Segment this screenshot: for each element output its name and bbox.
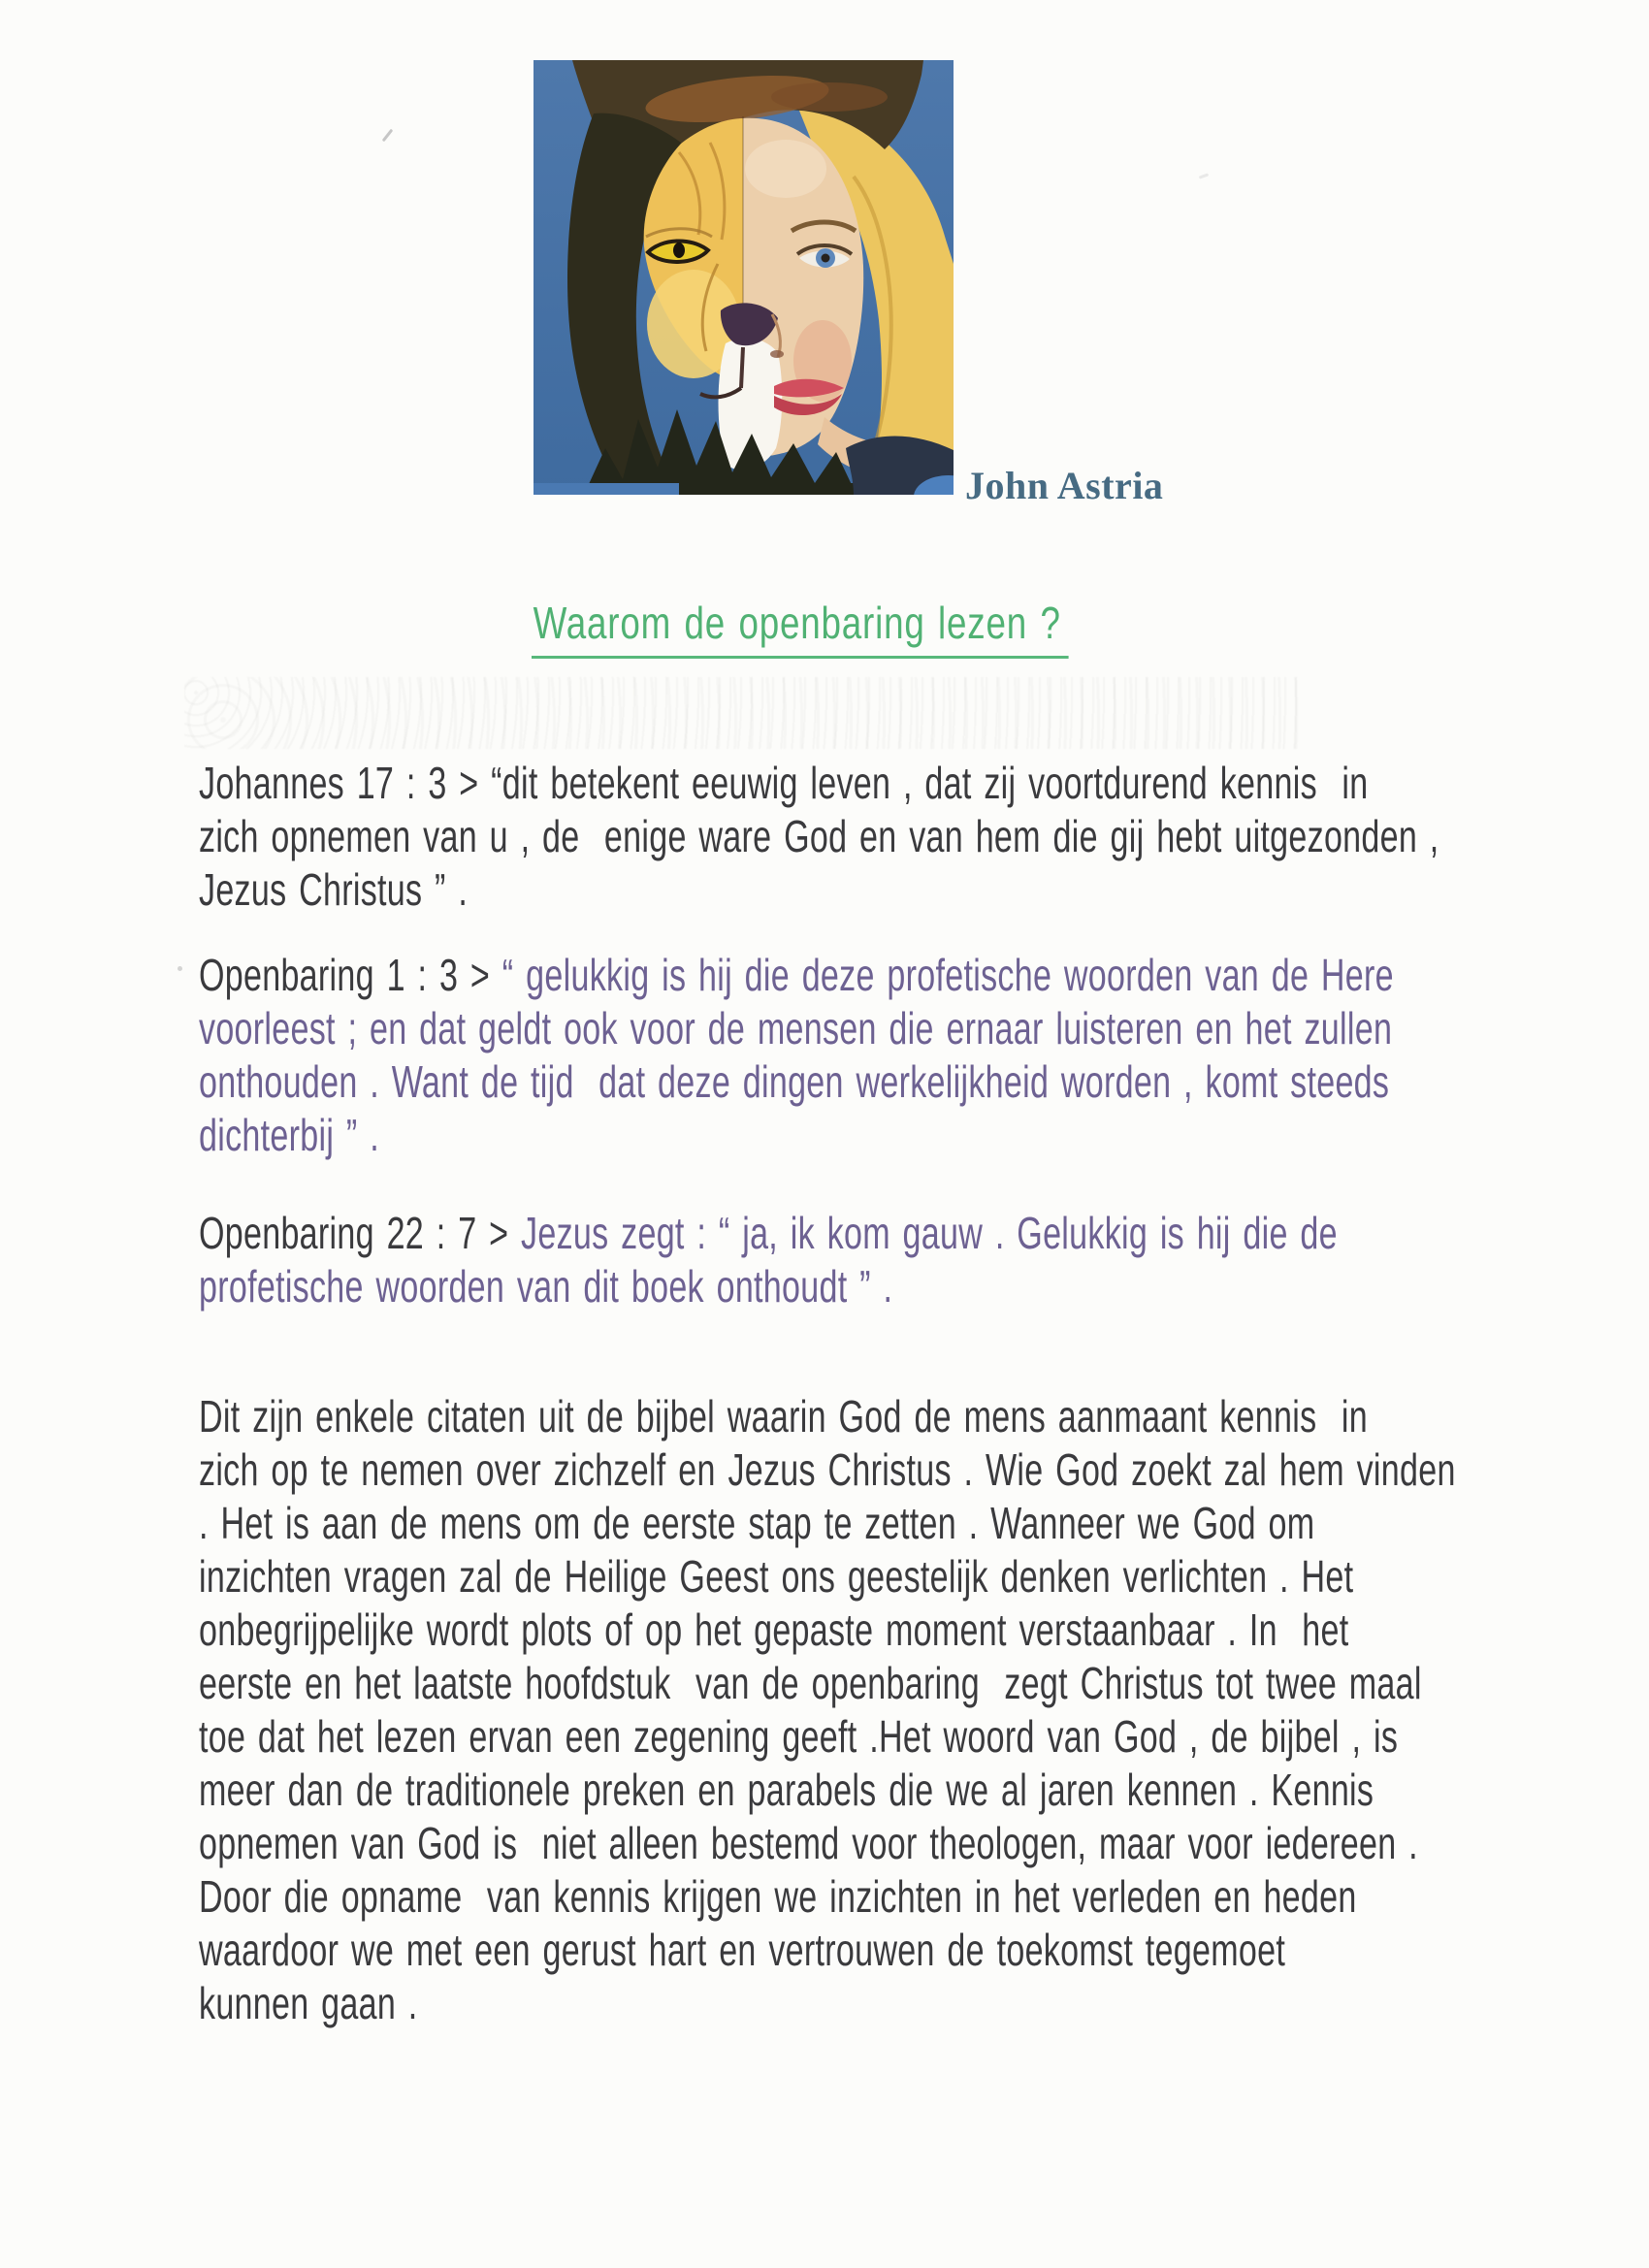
paragraph-line: [199, 863, 1204, 917]
paragraph-line: [199, 1109, 1204, 1162]
paragraph: [199, 1207, 1557, 1313]
scan-smudge: [184, 677, 1300, 749]
paragraph: [199, 949, 1557, 1162]
paragraph-line: [199, 810, 1439, 863]
text-segment: dichterbij ” .: [199, 1110, 380, 1160]
paragraph-line: [199, 1550, 1354, 1604]
text-segment: toe dat het lezen ervan een zegening geeft .Het woord van God , de bijbel , is: [199, 1711, 1399, 1762]
scan-speck: [178, 966, 182, 971]
paragraph-line: [199, 1055, 1390, 1109]
text-segment: onbegrijpelijke wordt plots of op het gepaste moment verstaanbaar . In het: [199, 1604, 1349, 1655]
text-segment: Dit zijn enkele citaten uit de bijbel waarin God de mens aanmaant kennis in: [199, 1391, 1368, 1442]
paragraph-line: [199, 949, 1394, 1002]
paragraph-line: [199, 1002, 1393, 1055]
paragraph-line: [199, 1764, 1374, 1817]
text-segment: Johannes 17 : 3 > “dit betekent eeuwig leven , dat zij voortdurend kennis in: [199, 758, 1369, 808]
paragraph-line: [199, 1497, 1315, 1550]
text-segment: waardoor we met een gerust hart en vertrouwen de toekomst tegemoet: [199, 1925, 1286, 1975]
text-segment: profetische woorden van dit boek onthoudt ” .: [199, 1261, 893, 1312]
lion-human-painting: [534, 60, 954, 495]
text-segment: opnemen van God is niet alleen bestemd voor theologen, maar voor iedereen .: [199, 1818, 1418, 1868]
paragraph-line: [199, 1657, 1422, 1710]
text-segment: Jezus Christus ” .: [199, 864, 469, 915]
text-segment: eerste en het laatste hoofdstuk van de openbaring zegt Christus tot twee maal: [199, 1658, 1422, 1708]
author-name: John Astria: [965, 464, 1164, 507]
text-segment: kunnen gaan .: [199, 1978, 418, 2028]
scan-speck: [1199, 173, 1209, 178]
text-segment: Openbaring 22 : 7 >: [199, 1208, 522, 1258]
text-segment: Openbaring 1 : 3 >: [199, 950, 502, 1000]
paragraph-line: [199, 1977, 1204, 2030]
text-segment: zich op te nemen over zichzelf en Jezus Christus . Wie God zoekt zal hem vinden: [199, 1444, 1456, 1495]
paragraph-line: [199, 1260, 1204, 1313]
paragraph-line: [199, 757, 1369, 810]
paragraph-line: [199, 1817, 1418, 1870]
text-block: [199, 757, 1557, 2030]
paragraph-line: [199, 1870, 1357, 1924]
text-segment: “ gelukkig is hij die deze profetische woorden van de Here: [501, 950, 1394, 1000]
text-segment: zich opnemen van u , de enige ware God en van hem die gij hebt uitgezonden ,: [199, 811, 1439, 861]
paragraph-line: [199, 1207, 1338, 1260]
page-heading: Waarom de openbaring lezen ?: [532, 597, 1069, 659]
scan-speck: [382, 129, 394, 143]
portrait-image: [534, 60, 954, 495]
paragraph: [199, 1390, 1557, 2030]
paragraph-line: [199, 1710, 1399, 1764]
paragraph: [199, 757, 1557, 917]
text-segment: voorleest ; en dat geldt ook voor de mensen die ernaar luisteren en het zullen: [199, 1003, 1393, 1053]
text-segment: Jezus zegt : “ ja, ik kom gauw . Gelukkig is hij die de: [521, 1208, 1338, 1258]
paragraph-line: [199, 1924, 1286, 1977]
text-segment: onthouden . Want de tijd dat deze dingen werkelijkheid worden , komt steeds: [199, 1056, 1390, 1107]
text-segment: Door die opname van kennis krijgen we inzichten in het verleden en heden: [199, 1871, 1357, 1922]
paragraph-line: [199, 1604, 1349, 1657]
paragraph-line: [199, 1443, 1456, 1497]
text-segment: inzichten vragen zal de Heilige Geest ons geestelijk denken verlichten . Het: [199, 1551, 1354, 1602]
text-segment: meer dan de traditionele preken en parabels die we al jaren kennen . Kennis: [199, 1765, 1374, 1815]
text-segment: . Het is aan de mens om de eerste stap te zetten . Wanneer we God om: [199, 1498, 1315, 1548]
paragraph-line: [199, 1390, 1368, 1443]
